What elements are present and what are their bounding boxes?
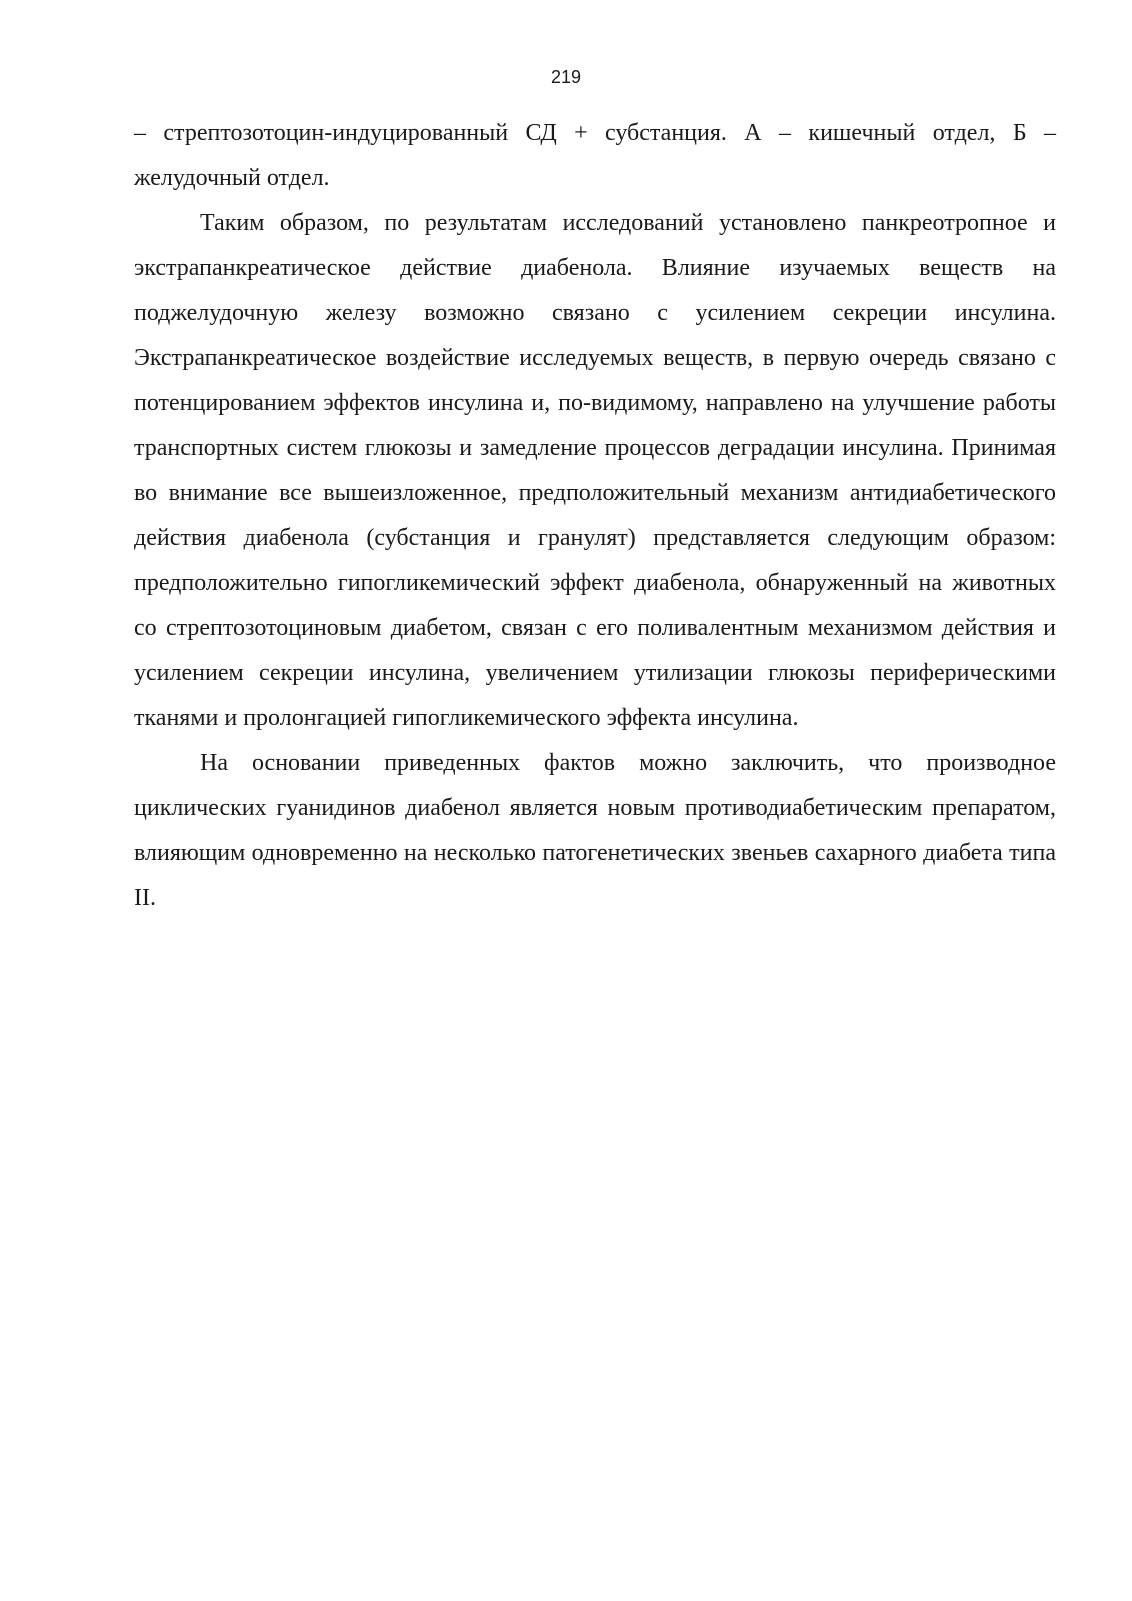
body-text [134, 111, 1056, 921]
paragraph-figure-caption-continuation: – стрептозотоцин-индуцированный СД + субстанция. А – кишечный отдел, Б – желудочный отдел. [134, 120, 1056, 191]
paragraph-conclusion-mechanism: Таким образом, по результатам исследований установлено панкреотропное и экстрапанкреатическое действие диабенола. Влияние изучаемых веществ на поджелудочную железу возможно связано с усилением секреции инсулина. Экстрапанкреатическое воздействие исследуемых веществ, в первую очередь связано с потенцированием эффектов инсулина и, по-видимому, направлено на улучшение работы транспортных систем глюкозы и замедление процессов деградации инсулина. Принимая во внимание все вышеизложенное, предположительный механизм антидиабетического действия диабенола (субстанция и гранулят) представляется следующим образом: предположительно гипогликемический эффект диабенола, обнаруженный на животных со стрептозотоциновым диабетом, связан с его поливалентным механизмом действия и усилением секреции инсулина, увеличением утилизации глюкозы периферическими тканями и пролонгацией гипогликемического эффекта инсулина. [134, 210, 1056, 731]
page-number: 219 [550, 67, 582, 87]
paragraph-final-conclusion: На основании приведенных фактов можно заключить, что производное циклических гуанидинов диабенол является новым противодиабетическим препаратом, влияющим одновременно на несколько патогенетических звеньев сахарного диабета типа II. [134, 750, 1056, 911]
